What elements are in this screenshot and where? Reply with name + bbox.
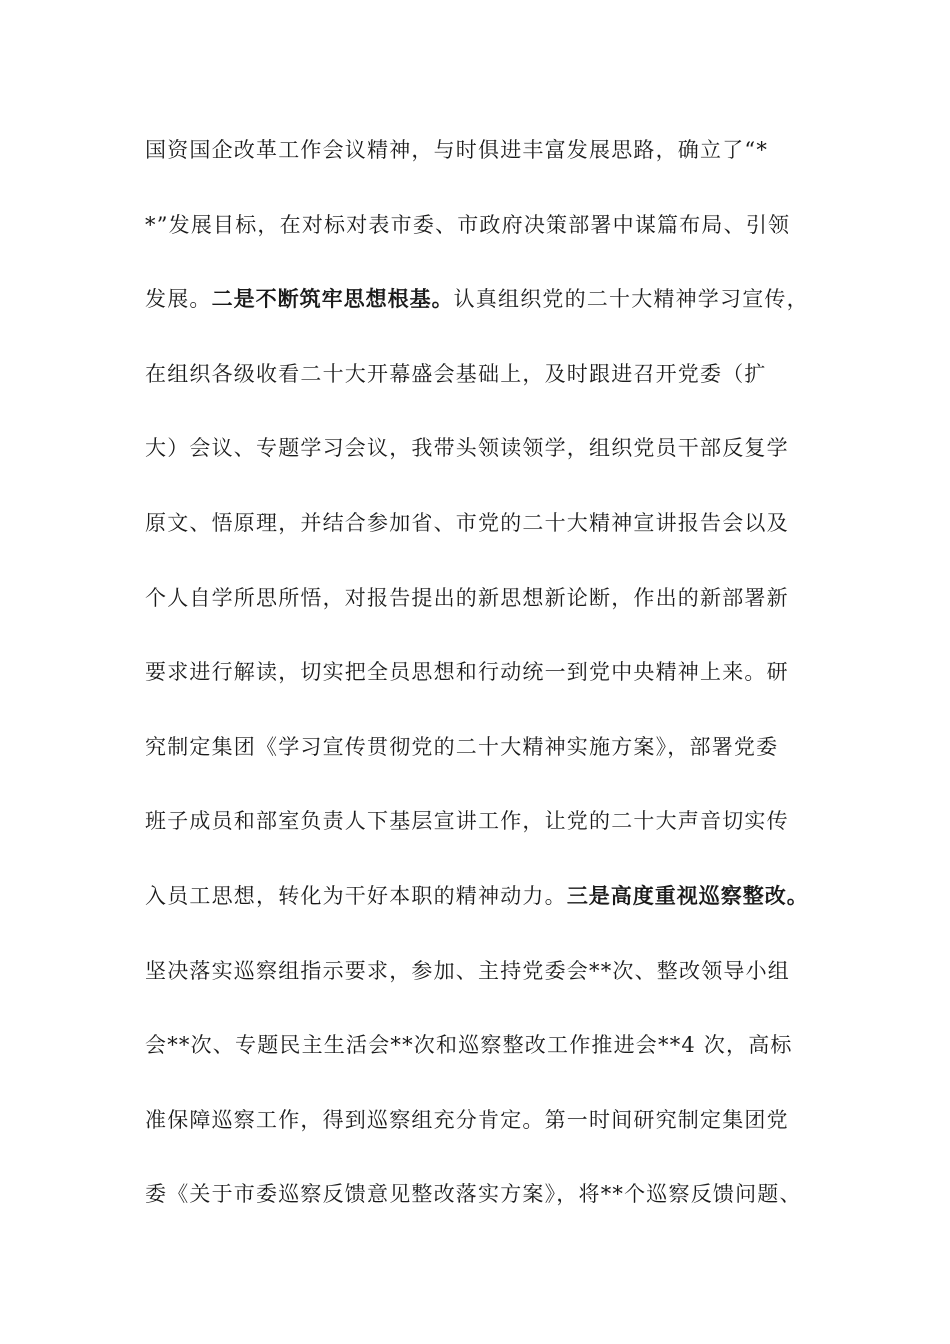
text-run: 委《关于市委巡察反馈意见整改落实方案》，将**个巡察反馈问题、 [145,1182,802,1207]
text-line [145,497,815,572]
text-line [145,795,815,870]
text-run: 认真组织党的二十大精神学习宣传， [453,287,809,312]
text-line [145,199,815,274]
text-run: 个人自学所思所悟，对报告提出的新思想新论断，作出的新部署新 [145,585,789,610]
text-line [145,124,815,199]
text-run: 原文、悟原理，并结合参加省、市党的二十大精神宣讲报告会以及 [145,510,789,535]
text-run: 大）会议、专题学习会议，我带头领读领学，组织党员干部反复学 [145,436,789,461]
text-run: *”发展目标，在对标对表市委、市政府决策部署中谋篇布局、引领 [145,212,791,237]
text-line [145,273,815,348]
text-line [145,945,815,1020]
text-run: 要求进行解读，切实把全员思想和行动统一到党中央精神上来。研 [145,660,789,685]
text-run: 究制定集团《学习宣传贯彻党的二十大精神实施方案》，部署党委 [145,734,779,759]
text-run: 准保障巡察工作，得到巡察组充分肯定。第一时间研究制定集团党 [145,1107,789,1132]
document-body [145,124,815,1243]
text-line [145,422,815,497]
text-line [145,1019,815,1094]
text-run: 发展。 [145,287,212,312]
text-run: 在组织各级收看二十大开幕盛会基础上，及时跟进召开党委（扩 [145,361,767,386]
text-run: 坚决落实巡察组指示要求，参加、主持党委会**次、整改领导小组 [145,958,790,983]
text-line [145,348,815,423]
bold-heading-run: 三是高度重视巡察整改。 [566,883,809,908]
text-line [145,870,815,945]
text-run: 国资国企改革工作会议精神，与时俱进丰富发展思路，确立了“* [145,138,769,162]
bold-heading-run: 二是不断筑牢思想根基。 [211,287,454,312]
text-run: 入员工思想，转化为干好本职的精神动力。 [145,883,567,908]
text-line [145,572,815,647]
text-line [145,646,815,721]
text-line [145,721,815,796]
text-run: 班子成员和部室负责人下基层宣讲工作，让党的二十大声音切实传 [145,809,789,834]
text-run: 会**次、专题民主生活会**次和巡察整改工作推进会**4 次，高标 [145,1033,793,1058]
text-line [145,1168,815,1243]
text-line [145,1094,815,1169]
